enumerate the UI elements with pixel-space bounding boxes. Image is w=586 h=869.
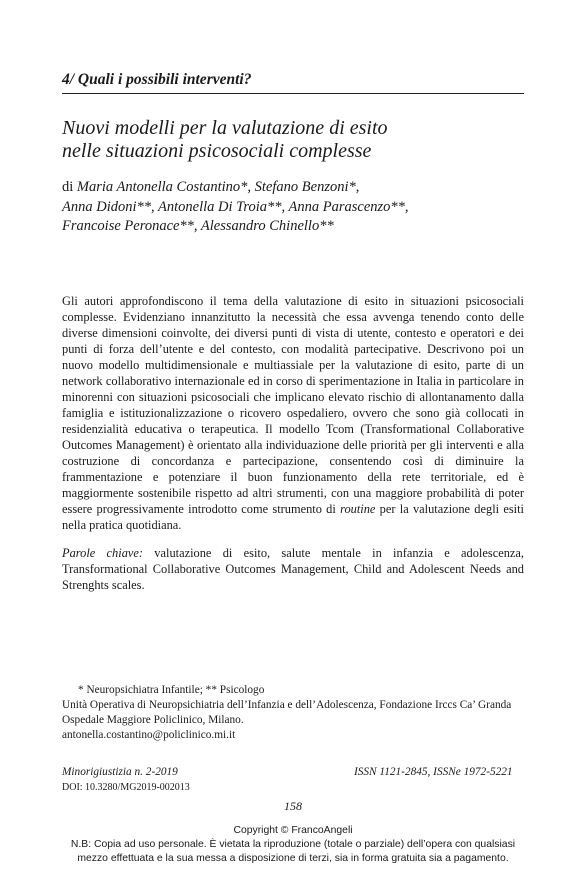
author-list [62, 178, 532, 237]
title-line-2: nelle situazioni psicosociali complesse [62, 140, 372, 162]
section-header: 4/ Quali i possibili interventi? [62, 71, 252, 88]
authors-names-1: Maria Antonella Costantino*, Stefano Benzoni*, [76, 179, 360, 195]
usage-notice-line-1: N.B: Copia ad uso personale. È vietata la riproduzione (totale o parziale) dell’opera con qualsiasi [70, 839, 516, 850]
footnotes [62, 683, 528, 743]
title-line-1: Nuovi modelli per la valutazione di esito [62, 117, 388, 139]
keywords [62, 545, 524, 593]
keywords-label: Parole chiave: [62, 546, 144, 560]
issn: ISSN 1121-2845, ISSNe 1972-5221 [354, 766, 513, 778]
doi: DOI: 10.3280/MG2019-002013 [62, 782, 190, 793]
footnote-roles: * Neuropsichiatra Infantile; ** Psicologo [78, 684, 265, 696]
authors-line-3: Francoise Peronace**, Alessandro Chinello** [62, 218, 334, 234]
authors-line-1 [62, 178, 532, 198]
footnote-affiliation: Unità Operativa di Neuropsichiatria dell’Infanzia e dell’Adolescenza, Fondazione Irccs Ca’ Granda Ospedale Maggiore Policlinico, Milano. [62, 699, 512, 726]
page-number: 158 [284, 799, 302, 813]
abstract-emphasis: routine [340, 502, 376, 516]
usage-notice-line-2: mezzo effettuata e la sua messa a disposizione di terzi, sia in forma gratuita sia a pagamento. [77, 852, 509, 864]
journal-name: Minorigiustizia n. 2-2019 [62, 766, 178, 778]
abstract-text-end: per la valutazione degli esiti nella pratica quotidiana. [62, 502, 524, 532]
abstract [62, 293, 524, 533]
header-rule [62, 93, 524, 94]
article-title [62, 117, 532, 163]
keywords-text: valutazione di esito, salute mentale in infanzia e adolescenza, Transformational Collaborative Outcomes Management, Child and Adolescent Needs and Strenghts scales. [62, 546, 524, 592]
abstract-text: Gli autori approfondiscono il tema della valutazione di esito in situazioni psicosociali complesse. Evidenziano innanzitutto la necessità che essa avvenga tenendo conto delle diverse dimensioni coinvolte, dei diversi punti di vista di utente, contesto e operatori e dei punti di forza dell’utente e del contesto, con modalità partecipative. Descrivono poi un nuovo modello multidimensionale e multiassiale per la valutazione di esito, parte di un network collaborativo internazionale ed in corso di sperimentazione in Italia in particolare in minorenni con situazioni psicosociali che implicano elevato rischio di allontanamento dalla famiglia e istituzionalizzazione o ricovero ospedaliero, ovvero che sono già collocati in residenzialità educativa o terapeutica. Il modello Tcom (Transformational Collaborative Outcomes Management) è orientato alla individuazione delle priorità per gli interventi e alla costruzione di concordanza e partecipazione, consentendo così di diminuire la frammentazione e potenziare il buon funzionamento della rete territoriale, ed è maggiormente sostenibile rispetto ad altri strumenti, con una maggiore probabilità di poter essere progressivamente introdotto come strumento di [62, 294, 524, 516]
copyright-notice: Copyright © FrancoAngeli [233, 825, 353, 836]
authors-line-2: Anna Didoni**, Antonella Di Troia**, Anna Parascenzo**, [62, 198, 409, 215]
authors-prefix: di [62, 179, 77, 195]
footnote-email: antonella.costantino@policlinico.mi.it [62, 729, 236, 741]
usage-notice [40, 838, 546, 865]
